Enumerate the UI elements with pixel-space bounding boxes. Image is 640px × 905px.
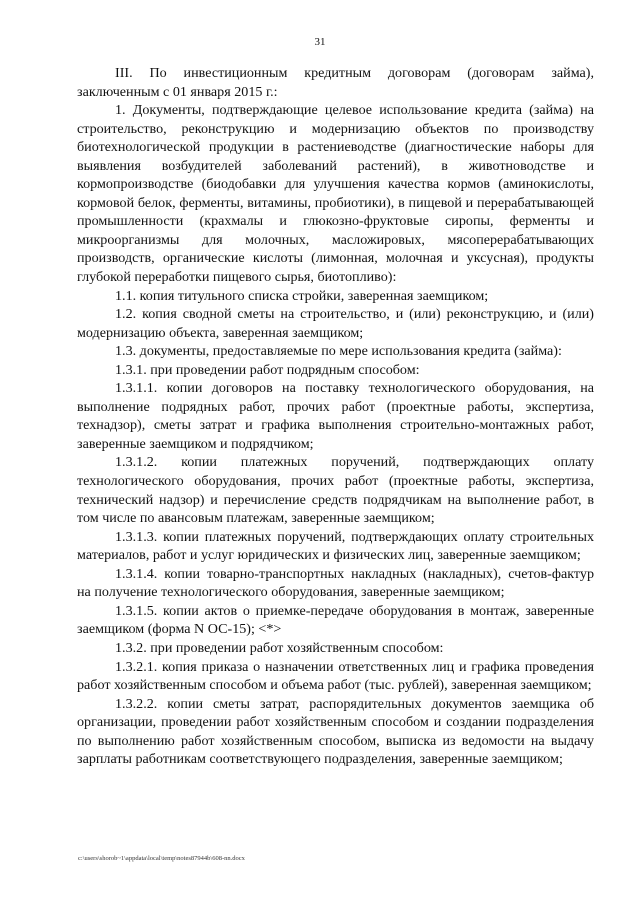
- paragraph: 1.3.1.1. копии договоров на поставку технологического оборудования, на выполнение подрядных работ, прочих работ (проектные работы, экспертиза, технадзор), сметы затрат и графика выполнения строительно-монтажных работ, заверенные заемщиком и подрядчиком;: [77, 380, 594, 452]
- page-number: 31: [314, 36, 326, 48]
- paragraph: 1.1. копия титульного списка стройки, заверенная заемщиком;: [115, 287, 489, 304]
- paragraph: 1.3.1. при проведении работ подрядным способом:: [115, 361, 420, 378]
- paragraph: 1.3.1.4. копии товарно-транспортных накладных (накладных), счетов-фактур на получение технологического оборудования, заверенные заемщиком;: [77, 565, 594, 601]
- paragraph: 1.3.2. при проведении работ хозяйственным способом:: [115, 639, 444, 656]
- section-heading: III. По инвестиционным кредитным договорам (договорам займа), заключенным с 01 января 2015 г.:: [77, 65, 594, 100]
- paragraph: 1.3.2.1. копия приказа о назначении ответственных лиц и графика проведения работ хозяйственным способом и объема работ (тыс. рублей), заверенная заемщиком;: [77, 658, 594, 694]
- footer-file-path: c:\users\shorob~1\appdata\local\temp\notes87944b\608-nn.docx: [78, 855, 245, 862]
- paragraph: 1.3. документы, предоставляемые по мере использования кредита (займа):: [115, 343, 562, 360]
- paragraph: 1.3.1.2. копии платежных поручений, подтверждающих оплату технологического оборудования, прочих работ (проектные работы, экспертиза, технический надзор) и перечисление средств подрядчикам на выполнение работ, в том числе по авансовым платежам, заверенные заемщиком;: [77, 454, 594, 527]
- paragraph: 1. Документы, подтверждающие целевое использование кредита (займа) на строительство, реконструкцию и модернизацию объектов по производству биотехнологической продукции в растениеводстве (диагностические наборы для выявления возбудителей заболеваний растений), в животноводстве и кормопроизводстве (биодобавки для улучшения качества кормов (аминокислоты, кормовой белок, ферменты, витамины, пробиотики), в пищевой и перерабатывающей промышленности (крахмалы и глюкозно-фруктовые сиропы, ферменты и микроорганизмы для молочных, масложировых, мясоперерабатывающих производств, органические кислоты (лимонная, молочная и уксусная), продукты глубокой переработки пищевого сырья, биотопливо):: [77, 102, 594, 286]
- paragraph: 1.3.1.3. копии платежных поручений, подтверждающих оплату строительных материалов, работ и услуг юридических и физических лиц, заверенные заемщиком;: [77, 528, 594, 564]
- paragraph: 1.3.2.2. копии сметы затрат, распорядительных документов заемщика об организации, проведении работ хозяйственным способом и создании подразделения по выполнению работ хозяйственным способом, выписка из ведомости на выдачу зарплаты работникам соответствующего подразделения, заверенные заемщиком;: [77, 695, 594, 768]
- document-body: [77, 64, 594, 769]
- paragraph: 1.2. копия сводной сметы на строительство, и (или) реконструкцию, и (или) модернизацию объекта, заверенная заемщиком;: [77, 306, 594, 341]
- paragraph: 1.3.1.5. копии актов о приемке-передаче оборудования в монтаж, заверенные заемщиком (форма N ОС-15); <*>: [77, 602, 594, 638]
